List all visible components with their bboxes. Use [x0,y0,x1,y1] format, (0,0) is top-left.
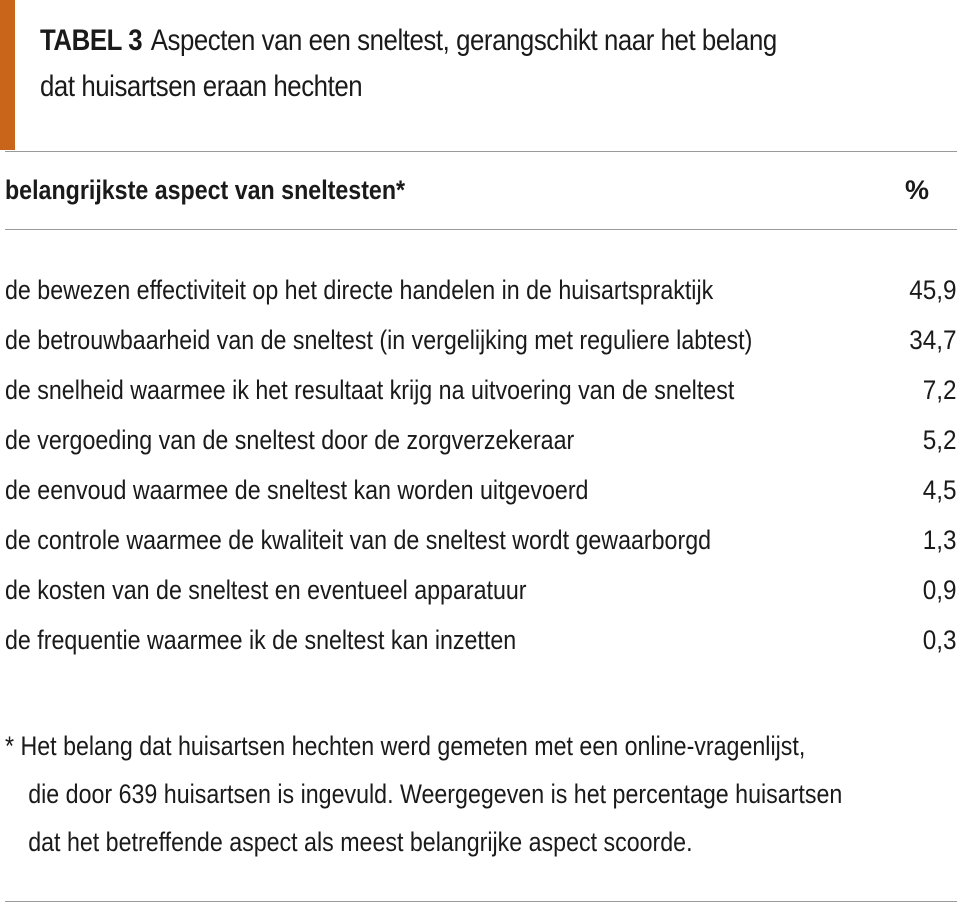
footnote-line-3: dat het betreffende aspect als meest belangrijke aspect scoorde. [28,827,693,857]
table-row [5,465,957,515]
row-percent: 34,7 [909,325,957,355]
header-rule [5,229,957,230]
header-percent: % [904,175,929,205]
row-aspect: de eenvoud waarmee de sneltest kan worden uitgevoerd [5,475,589,505]
row-aspect: de vergoeding van de sneltest door de zorgverzekeraar [5,425,575,455]
accent-bar [0,0,15,150]
table-body [5,265,957,665]
table-row [5,315,957,365]
row-percent: 5,2 [923,425,957,455]
table-row [5,265,957,315]
table-header-row [5,168,957,212]
row-aspect: de snelheid waarmee ik het resultaat krijg na uitvoering van de sneltest [5,375,735,405]
footnote-line-1: * Het belang dat huisartsen hechten werd gemeten met een online-vragenlijst, [5,731,806,761]
table-row [5,565,957,615]
row-percent: 0,9 [923,575,957,605]
table-footnote [5,722,951,866]
row-percent: 7,2 [923,375,957,405]
row-aspect: de kosten van de sneltest en eventueel apparatuur [5,575,527,605]
row-aspect: de frequentie waarmee ik de sneltest kan inzetten [5,625,517,655]
table-row [5,615,957,665]
title-line-1 [40,18,934,64]
title-caption-line-1: Aspecten van een sneltest, gerangschikt naar het belang [150,24,777,57]
row-percent: 0,3 [923,625,957,655]
row-percent: 1,3 [923,525,957,555]
row-aspect: de betrouwbaarheid van de sneltest (in vergelijking met reguliere labtest) [5,325,753,355]
row-aspect: de bewezen effectiviteit op het directe handelen in de huisartspraktijk [5,275,714,305]
table-title-block [0,0,961,150]
footnote-line-2: die door 639 huisartsen is ingevuld. Weergegeven is het percentage huisartsen [28,779,843,809]
row-percent: 45,9 [909,275,957,305]
row-aspect: de controle waarmee de kwaliteit van de sneltest wordt gewaarborgd [5,525,712,555]
table-title [40,18,934,110]
header-aspect: belangrijkste aspect van sneltesten* [5,175,406,205]
table-label: TABEL 3 [40,24,143,57]
table-row [5,415,957,465]
table-row [5,365,957,415]
bottom-rule [5,901,957,902]
row-percent: 4,5 [923,475,957,505]
table-row [5,515,957,565]
top-rule [5,151,957,152]
title-caption-line-2: dat huisartsen eraan hechten [40,70,363,103]
